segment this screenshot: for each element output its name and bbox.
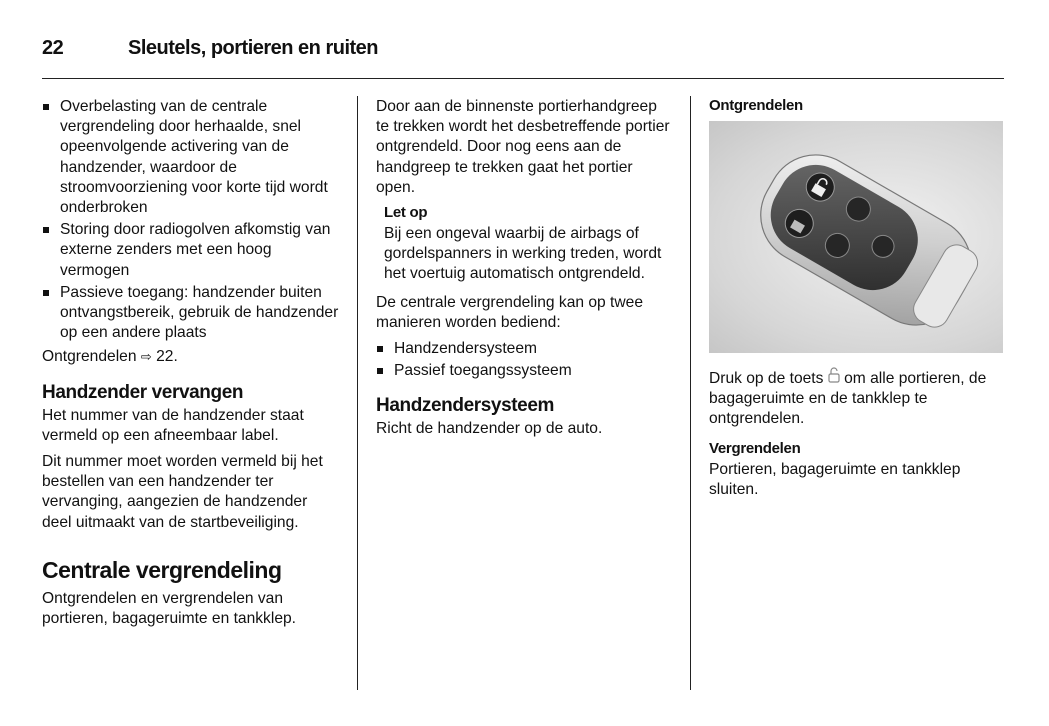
page-number: 22 [42,37,64,59]
arrow-right-icon: ⇨ [140,349,152,365]
unlock-instruction-start: Druk op de toets [709,370,824,387]
paragraph: Het nummer van de handzender staat vermeld op een afneembaar label. [42,406,304,444]
column-divider-2 [690,96,691,690]
cross-reference[interactable] [42,347,340,367]
key-fob-icon [709,121,1003,353]
note-box [376,204,674,285]
cross-reference-page: 22. [156,348,178,366]
cross-reference-text: Ontgrendelen [42,348,137,366]
unlock-instruction-end: om alle portieren, de bagageruimte en de tankklep te ontgrendelen. [709,370,987,428]
header-divider [42,78,1004,79]
page-title: Sleutels, portieren en ruiten [128,37,379,59]
subheading-unlock: Ontgrendelen [709,97,803,114]
key-fob-figure [709,121,1003,353]
bullet-list [42,97,340,343]
bullet-list [376,339,674,381]
column-1 [42,97,340,635]
paragraph: Door aan de binnenste portierhandgreep te trekken wordt het desbetreffende portier ontgrendeld. Door nog eens aan de handgreep te trekken gaat het portier open. [376,98,670,196]
paragraph: Portieren, bagageruimte en tankklep sluiten. [709,460,961,498]
paragraph: Dit nummer moet worden vermeld bij het bestellen van een handzender ter vervanging, aangezien de handzender deel uitmaakt van de startbeveiliging. [42,453,323,531]
paragraph: Ontgrendelen en vergrendelen van portieren, bagageruimte en tankklep. [42,589,296,628]
column-2 [376,97,674,446]
paragraph: Richt de handzender op de auto. [376,420,603,438]
list-item: Handzendersysteem [376,339,674,359]
main-heading: Centrale vergrendeling [42,556,282,583]
subheading-lock: Vergrendelen [709,439,801,457]
paragraph [709,367,1007,430]
note-heading: Let op [384,204,428,222]
paragraph: De centrale vergrendeling kan op twee manieren worden bediend: [376,293,643,331]
section-heading: Handzendersysteem [376,395,554,417]
list-item: Storing door radiogolven afkomstig van externe zenders met een hoog vermogen [42,220,340,281]
list-item: Passief toegangssysteem [376,361,674,381]
column-3 [709,97,1007,506]
unlock-icon [828,367,840,389]
section-heading: Handzender vervangen [42,381,244,403]
note-text: Bij een ongeval waarbij de airbags of gordelspanners in werking treden, wordt het voertuig automatisch ontgrendeld. [384,225,662,283]
list-item: Passieve toegang: handzender buiten ontvangstbereik, gebruik de handzender op een andere plaats [42,283,340,344]
column-divider-1 [357,96,358,690]
list-item: Overbelasting van de centrale vergrendeling door herhaalde, snel opeenvolgende activering van de handzender, waardoor de stroomvoorziening voor korte tijd wordt onderbroken [42,97,340,218]
